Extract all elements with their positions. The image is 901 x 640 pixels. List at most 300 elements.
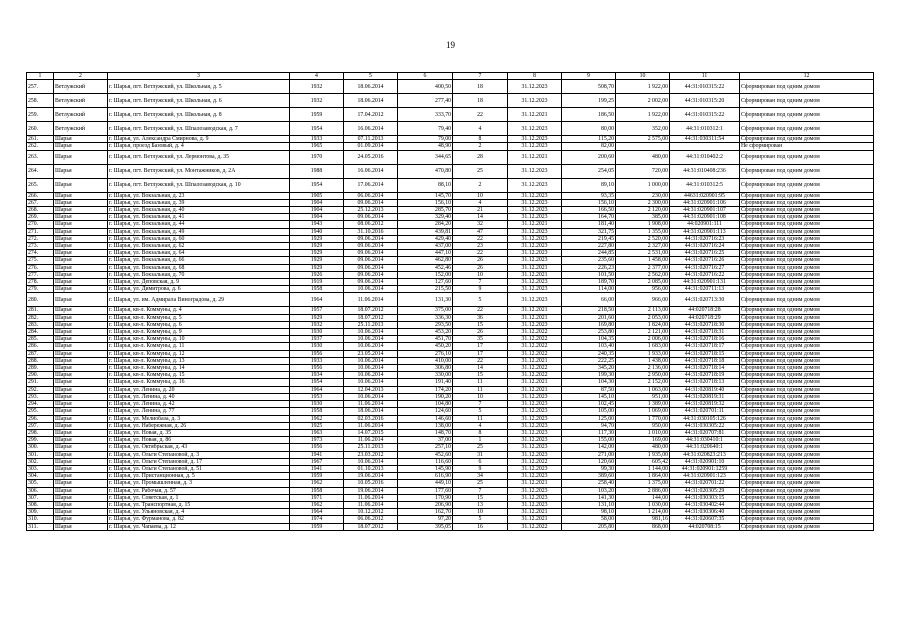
- cell-land-area: 1 389,00: [616, 401, 670, 408]
- cell-land-area: 1 824,00: [616, 321, 670, 328]
- cell-address: г. Шарья, ул. Ленина, д. 40: [108, 393, 290, 400]
- cell-area: 162,70: [398, 509, 453, 516]
- table-row: [27, 350, 874, 357]
- cell-residents: 9: [453, 286, 508, 293]
- cell-cadastral-number: 44:31:010315:22: [670, 108, 740, 122]
- cell-settlement: Шарья: [54, 350, 108, 357]
- cell-row-number: 284.: [27, 329, 54, 336]
- cell-address: г. Шарья, ул. Ольги Степановой, д. 51: [108, 465, 290, 472]
- cell-address: г. Шарья, ул. Ульяновская, д. 4: [108, 509, 290, 516]
- cell-area-2: 227,80: [562, 243, 616, 250]
- cell-cadastral-number: 44:31:020901:106: [670, 199, 740, 206]
- table-row: [27, 271, 874, 278]
- cell-row-number: 274.: [27, 250, 54, 257]
- cell-deadline: 31.12.2023: [508, 437, 562, 444]
- cell-area: 452,60: [398, 451, 453, 458]
- cell-year-built: 1962: [290, 480, 344, 487]
- table-row: [27, 293, 874, 307]
- cell-cadastral-number: 44:31:010312:5: [670, 178, 740, 192]
- cell-settlement: Шарья: [54, 264, 108, 271]
- cell-area: 88,10: [398, 178, 453, 192]
- cell-deadline: 31.12.2023: [508, 178, 562, 192]
- cell-deadline: 31.12.2022: [508, 523, 562, 530]
- cell-cadastral-number: 44:31:020718:15: [670, 350, 740, 357]
- cell-area: 145,90: [398, 465, 453, 472]
- cell-area-2: 94,70: [562, 422, 616, 429]
- cell-address: г. Шарья, ул. Пристанционная, д. 5: [108, 473, 290, 480]
- cell-year-built: 1932: [290, 80, 344, 94]
- cell-land-status: Сформирован под одним домом: [740, 136, 874, 143]
- cell-area: 124,60: [398, 408, 453, 415]
- cell-row-number: 289.: [27, 365, 54, 372]
- cell-settlement: Шарья: [54, 487, 108, 494]
- cell-area: 174,20: [398, 386, 453, 393]
- cell-residents: 2: [453, 178, 508, 192]
- cell-deadline: 31.12.2023: [508, 473, 562, 480]
- cell-settlement: Шарья: [54, 250, 108, 257]
- cell-residents: 8: [453, 429, 508, 436]
- cell-land-status: Сформирован под одним домом: [740, 243, 874, 250]
- cell-area: 400,50: [398, 80, 453, 94]
- cell-settlement: Шарья: [54, 465, 108, 472]
- cell-deadline: 31.12.2023: [508, 143, 562, 150]
- cell-area: 375,00: [398, 307, 453, 314]
- cell-date: 25.12.2013: [344, 207, 398, 214]
- cell-cadastral-number: 44:31:020716:23: [670, 235, 740, 242]
- cell-settlement: Шарья: [54, 509, 108, 516]
- cell-settlement: Ветлужский: [54, 108, 108, 122]
- cell-cadastral-number: 44:31:010315:22: [670, 80, 740, 94]
- cell-year-built: 1962: [290, 415, 344, 422]
- cell-area-2: 104,30: [562, 379, 616, 386]
- cell-row-number: 272.: [27, 235, 54, 242]
- cell-land-status: Сформирован под одним домом: [740, 307, 874, 314]
- cell-residents: 14: [453, 214, 508, 221]
- cell-land-area: 1 000,00: [616, 178, 670, 192]
- cell-deadline: 31.12.2021: [508, 271, 562, 278]
- cell-date: 06.06.2014: [344, 192, 398, 199]
- table-row: [27, 279, 874, 286]
- cell-cadastral-number: 44:31:020711:13: [670, 286, 740, 293]
- cell-area: 131,30: [398, 293, 453, 307]
- cell-settlement: Шарья: [54, 314, 108, 321]
- cell-land-status: Сформирован под одним домом: [740, 164, 874, 178]
- cell-row-number: 299.: [27, 437, 54, 444]
- cell-settlement: Шарья: [54, 136, 108, 143]
- table-row: [27, 386, 874, 393]
- cell-land-area: 1 438,00: [616, 357, 670, 364]
- cell-cadastral-number: 44:31:020901:108: [670, 214, 740, 221]
- cell-land-status: Сформирован под одним домом: [740, 473, 874, 480]
- cell-land-area: 2 575,00: [616, 136, 670, 143]
- cell-land-status: Не сформирован: [740, 143, 874, 150]
- cell-cadastral-number: 44:31:030410:1: [670, 437, 740, 444]
- cell-cadastral-number: 44:31:030105:126: [670, 415, 740, 422]
- header-cell-cadastral-number: 11: [670, 73, 740, 80]
- cell-residents: 5: [453, 516, 508, 523]
- cell-deadline: 31.12.2023: [508, 192, 562, 199]
- cell-address: г. Шарья, ул. Новая, д. 86: [108, 437, 290, 444]
- cell-settlement: Шарья: [54, 221, 108, 228]
- cell-settlement: Шарья: [54, 228, 108, 235]
- table-row: [27, 199, 874, 206]
- cell-address: г. Шарья, кв-л. Коммуны, д. 5: [108, 314, 290, 321]
- cell-date: 11.06.2014: [344, 437, 398, 444]
- cell-cadastral-number: 44:31:020901:123: [670, 473, 740, 480]
- cell-cadastral-number: 44:31:020718:16: [670, 336, 740, 343]
- header-cell-date: 5: [344, 73, 398, 80]
- cell-row-number: 282.: [27, 314, 54, 321]
- cell-deadline: 31.12.2023: [508, 94, 562, 108]
- cell-date: 09.06.2014: [344, 250, 398, 257]
- cell-residents: 17: [453, 343, 508, 350]
- cell-deadline: 31.12.2023: [508, 293, 562, 307]
- table-row: [27, 509, 874, 516]
- cell-address: г. Шарья, ул. Вокзальная, д. 40: [108, 207, 290, 214]
- cell-year-built: 1940: [290, 228, 344, 235]
- cell-address: г. Шарья, кв-л. Коммуны, д. 4: [108, 307, 290, 314]
- cell-residents: 23: [453, 243, 508, 250]
- cell-row-number: 288.: [27, 357, 54, 364]
- cell-row-number: 305.: [27, 480, 54, 487]
- cell-address: г. Шарья, ул. Вокзальная, д. 44: [108, 221, 290, 228]
- cell-year-built: 1930: [290, 329, 344, 336]
- cell-area-2: 200,60: [562, 150, 616, 164]
- cell-address: г. Шарья, ул. Вокзальная, д. 68: [108, 264, 290, 271]
- cell-land-status: Сформирован под одним домом: [740, 480, 874, 487]
- cell-deadline: 31.12.2021: [508, 379, 562, 386]
- cell-residents: 10: [453, 393, 508, 400]
- cell-land-area: 1 935,00: [616, 451, 670, 458]
- cell-cadastral-number: 44:31:020707:81: [670, 429, 740, 436]
- cell-date: 11.06.2014: [344, 501, 398, 508]
- cell-address: г. Шарья, кв-л. Коммуны, д. 16: [108, 379, 290, 386]
- cell-deadline: 31.12.2022: [508, 372, 562, 379]
- cell-cadastral-number: 44:31:020718:18: [670, 357, 740, 364]
- cell-settlement: Шарья: [54, 243, 108, 250]
- cell-area: 306,80: [398, 365, 453, 372]
- cell-land-status: Сформирован под одним домом: [740, 444, 874, 451]
- housing-registry-table: [26, 72, 874, 531]
- cell-deadline: 31.12.2023: [508, 279, 562, 286]
- cell-date: 10.05.2016: [344, 480, 398, 487]
- table-row: [27, 480, 874, 487]
- table-row: [27, 437, 874, 444]
- cell-address: г. Шарья, проезд Базовый, д. 4: [108, 143, 290, 150]
- cell-residents: 4: [453, 422, 508, 429]
- cell-address: г. Шарья, ул. Вокзальная, д. 70: [108, 271, 290, 278]
- cell-row-number: 275.: [27, 257, 54, 264]
- cell-date: 09.06.2014: [344, 199, 398, 206]
- cell-address: г. Шарья, пгт. Ветлужский, ул. Лермонтова, д. 35: [108, 150, 290, 164]
- cell-settlement: Шарья: [54, 257, 108, 264]
- cell-address: г. Шарья, ул. Вокзальная, д. 62: [108, 243, 290, 250]
- cell-residents: 28: [453, 150, 508, 164]
- cell-residents: 13: [453, 501, 508, 508]
- cell-land-area: 1 933,00: [616, 350, 670, 357]
- cell-land-area: 1 063,00: [616, 386, 670, 393]
- cell-area: 453,20: [398, 329, 453, 336]
- table-row: [27, 178, 874, 192]
- cell-residents: 10: [453, 271, 508, 278]
- cell-year-built: 1943: [290, 221, 344, 228]
- cell-land-status: Сформирован под одним домом: [740, 199, 874, 206]
- cell-address: г. Шарья, ул. Ольги Степановой, д. 3: [108, 451, 290, 458]
- cell-area: 190,20: [398, 393, 453, 400]
- cell-land-area: 956,00: [616, 286, 670, 293]
- table-row: [27, 192, 874, 199]
- cell-address: г. Шарья, ул. Фурманова, д. 82: [108, 516, 290, 523]
- cell-year-built: 1962: [290, 501, 344, 508]
- cell-year-built: 1934: [290, 372, 344, 379]
- cell-area-2: 189,70: [562, 279, 616, 286]
- cell-land-status: Сформирован под одним домом: [740, 357, 874, 364]
- cell-land-status: Сформирован под одним домом: [740, 350, 874, 357]
- cell-row-number: 295.: [27, 408, 54, 415]
- cell-area-2: 145,10: [562, 393, 616, 400]
- cell-deadline: 31.12.2021: [508, 264, 562, 271]
- table-row: [27, 494, 874, 501]
- cell-area-2: 244,85: [562, 250, 616, 257]
- cell-land-status: Сформирован под одним домом: [740, 150, 874, 164]
- cell-address: г. Шарья, ул. Рабочая, д. 57: [108, 487, 290, 494]
- cell-area: 79,40: [398, 122, 453, 136]
- cell-land-status: Сформирован под одним домом: [740, 372, 874, 379]
- cell-settlement: Шарья: [54, 343, 108, 350]
- table-row: [27, 336, 874, 343]
- cell-row-number: 300.: [27, 444, 54, 451]
- cell-settlement: Шарья: [54, 429, 108, 436]
- cell-area: 145,70: [398, 192, 453, 199]
- cell-settlement: Шарья: [54, 415, 108, 422]
- page-number: 19: [446, 40, 455, 50]
- cell-row-number: 276.: [27, 264, 54, 271]
- cell-date: 25.11.2013: [344, 321, 398, 328]
- cell-land-area: 966,00: [616, 293, 670, 307]
- cell-date: 11.06.2014: [344, 401, 398, 408]
- cell-land-area: 1 355,00: [616, 228, 670, 235]
- cell-year-built: 1958: [290, 487, 344, 494]
- cell-area: 116,60: [398, 458, 453, 465]
- cell-deadline: 31.12.2023: [508, 80, 562, 94]
- cell-settlement: Шарья: [54, 321, 108, 328]
- cell-address: г. Шарья, пгт. Ветлужский, ул. Школьная, д. 8: [108, 108, 290, 122]
- cell-row-number: 310.: [27, 516, 54, 523]
- cell-row-number: 271.: [27, 228, 54, 235]
- cell-cadastral-number: 44:31:030305:22: [670, 422, 740, 429]
- cell-cadastral-number: 44:31:020716:27: [670, 264, 740, 271]
- cell-land-area: 2 053,00: [616, 314, 670, 321]
- cell-row-number: 290.: [27, 372, 54, 379]
- cell-cadastral-number: 44:31:030311:54: [670, 136, 740, 143]
- table-row: [27, 122, 874, 136]
- cell-date: 19.06.2014: [344, 473, 398, 480]
- cell-deadline: 31.12.2021: [508, 480, 562, 487]
- cell-area-2: 125,00: [562, 415, 616, 422]
- cell-land-status: Сформирован под одним домом: [740, 379, 874, 386]
- table-row: [27, 143, 874, 150]
- cell-land-status: Сформирован под одним домом: [740, 257, 874, 264]
- cell-residents: 8: [453, 136, 508, 143]
- cell-cadastral-number: 44:31:020713:30: [670, 293, 740, 307]
- cell-area-2: 218,50: [562, 307, 616, 314]
- cell-address: г. Шарья, ул. Александра Смирнова, д. 9: [108, 136, 290, 143]
- cell-date: 18.06.2014: [344, 80, 398, 94]
- cell-area: 439,81: [398, 228, 453, 235]
- table-body: [27, 80, 874, 531]
- table-row: [27, 516, 874, 523]
- cell-date: 10.06.2014: [344, 458, 398, 465]
- cell-residents: 11: [453, 415, 508, 422]
- table-row: [27, 465, 874, 472]
- cell-address: г. Шарья, ул. Советская, д. 1: [108, 494, 290, 501]
- cell-residents: 22: [453, 235, 508, 242]
- cell-land-area: 1 458,00: [616, 257, 670, 264]
- cell-area: 276,10: [398, 350, 453, 357]
- cell-date: 01.09.2014: [344, 143, 398, 150]
- cell-area: 138,00: [398, 422, 453, 429]
- cell-year-built: 1965: [290, 143, 344, 150]
- cell-land-status: Сформирован под одним домом: [740, 108, 874, 122]
- cell-date: 09.06.2014: [344, 279, 398, 286]
- cell-row-number: 261.: [27, 136, 54, 143]
- cell-address: г. Шарья, ул. Вокзальная, д. 49: [108, 228, 290, 235]
- cell-date: 24.05.2016: [344, 150, 398, 164]
- cell-settlement: Шарья: [54, 143, 108, 150]
- cell-year-built: 1988: [290, 164, 344, 178]
- cell-address: г. Шарья, ул. Вокзальная, д. 23: [108, 192, 290, 199]
- cell-date: 10.06.2014: [344, 343, 398, 350]
- cell-land-area: 1 770,00: [616, 415, 670, 422]
- cell-year-built: 1956: [290, 444, 344, 451]
- cell-land-status: Сформирован под одним домом: [740, 501, 874, 508]
- cell-address: г. Шарья, пгт. Ветлужский, ул. Шпалозаводская, д. 7: [108, 122, 290, 136]
- cell-row-number: 268.: [27, 207, 54, 214]
- cell-year-built: 1929: [290, 235, 344, 242]
- cell-deadline: 31.12.2021: [508, 516, 562, 523]
- cell-year-built: 1937: [290, 336, 344, 343]
- cell-residents: 15: [453, 494, 508, 501]
- cell-year-built: 1957: [290, 307, 344, 314]
- cell-land-status: Сформирован под одним домом: [740, 228, 874, 235]
- cell-year-built: 1964: [290, 293, 344, 307]
- cell-year-built: 1929: [290, 264, 344, 271]
- cell-residents: 10: [453, 509, 508, 516]
- cell-residents: 5: [453, 293, 508, 307]
- cell-row-number: 273.: [27, 243, 54, 250]
- cell-deadline: 31.12.2021: [508, 357, 562, 364]
- table-row: [27, 214, 874, 221]
- header-cell-settlement: 2: [54, 73, 108, 80]
- cell-residents: 5: [453, 408, 508, 415]
- cell-year-built: 1963: [290, 429, 344, 436]
- cell-land-status: Сформирован под одним домом: [740, 264, 874, 271]
- cell-year-built: 1904: [290, 207, 344, 214]
- cell-address: г. Шарья, ул. Вокзальная, д. 66: [108, 257, 290, 264]
- cell-settlement: Шарья: [54, 178, 108, 192]
- cell-area: 215,50: [398, 286, 453, 293]
- cell-area: 146,60: [398, 415, 453, 422]
- cell-row-number: 277.: [27, 271, 54, 278]
- cell-residents: 16: [453, 523, 508, 530]
- cell-date: 10.06.2014: [344, 365, 398, 372]
- cell-date: 25.11.2013: [344, 444, 398, 451]
- cell-date: 10.12.2012: [344, 509, 398, 516]
- cell-area: 330,00: [398, 372, 453, 379]
- cell-cadastral-number: 44:020718:28: [670, 307, 740, 314]
- cell-land-status: Сформирован под одним домом: [740, 221, 874, 228]
- cell-residents: 26: [453, 264, 508, 271]
- cell-date: 16.06.2014: [344, 122, 398, 136]
- cell-area-2: 89,10: [562, 178, 616, 192]
- cell-land-status: Сформирован под одним домом: [740, 314, 874, 321]
- cell-residents: 25: [453, 444, 508, 451]
- cell-year-built: 1930: [290, 343, 344, 350]
- table-row: [27, 372, 874, 379]
- cell-area-2: 164,70: [562, 214, 616, 221]
- cell-date: 10.06.2014: [344, 336, 398, 343]
- cell-residents: 7: [453, 487, 508, 494]
- cell-area-2: 98,10: [562, 509, 616, 516]
- cell-cadastral-number: 44:31:020819:32: [670, 401, 740, 408]
- cell-year-built: 1959: [290, 108, 344, 122]
- cell-settlement: Шарья: [54, 207, 108, 214]
- cell-deadline: 31.12.2023: [508, 164, 562, 178]
- cell-settlement: Шарья: [54, 401, 108, 408]
- cell-area: 437,00: [398, 243, 453, 250]
- cell-land-area: 981,16: [616, 516, 670, 523]
- cell-land-area: 2 520,00: [616, 235, 670, 242]
- cell-deadline: 31.12.2023: [508, 207, 562, 214]
- cell-area: 336,30: [398, 314, 453, 321]
- cell-deadline: 31.12.2023: [508, 257, 562, 264]
- cell-date: 31.10.2016: [344, 228, 398, 235]
- cell-land-area: 2 113,00: [616, 307, 670, 314]
- cell-settlement: Шарья: [54, 480, 108, 487]
- cell-year-built: 1967: [290, 458, 344, 465]
- cell-deadline: 31.12.2023: [508, 415, 562, 422]
- cell-address: г. Шарья, ул. Транспортная, д. 15: [108, 501, 290, 508]
- cell-residents: 26: [453, 329, 508, 336]
- cell-area-2: 201,60: [562, 314, 616, 321]
- cell-year-built: 1973: [290, 437, 344, 444]
- cell-deadline: 31.12.2023: [508, 214, 562, 221]
- table-row: [27, 473, 874, 480]
- cell-area-2: 103,20: [562, 487, 616, 494]
- cell-area-2: 169,80: [562, 321, 616, 328]
- cell-row-number: 296.: [27, 415, 54, 422]
- cell-year-built: 1929: [290, 250, 344, 257]
- cell-date: 18.07.2012: [344, 523, 398, 530]
- cell-area: 284,20: [398, 221, 453, 228]
- cell-land-area: 480,00: [616, 150, 670, 164]
- cell-area: 257,10: [398, 444, 453, 451]
- cell-area-2: 222,25: [562, 357, 616, 364]
- cell-land-status: Сформирован под одним домом: [740, 415, 874, 422]
- cell-land-status: Сформирован под одним домом: [740, 286, 874, 293]
- cell-settlement: Шарья: [54, 372, 108, 379]
- cell-area-2: 219,45: [562, 235, 616, 242]
- cell-date: 16.06.2014: [344, 164, 398, 178]
- cell-land-status: Сформирован под одним домом: [740, 523, 874, 530]
- cell-residents: 22: [453, 357, 508, 364]
- cell-row-number: 304.: [27, 473, 54, 480]
- cell-land-area: 1 214,00: [616, 509, 670, 516]
- cell-area-2: 105,00: [562, 408, 616, 415]
- cell-deadline: 31.12.2021: [508, 221, 562, 228]
- cell-date: 18.06.2014: [344, 408, 398, 415]
- cell-land-area: 144,00: [616, 494, 670, 501]
